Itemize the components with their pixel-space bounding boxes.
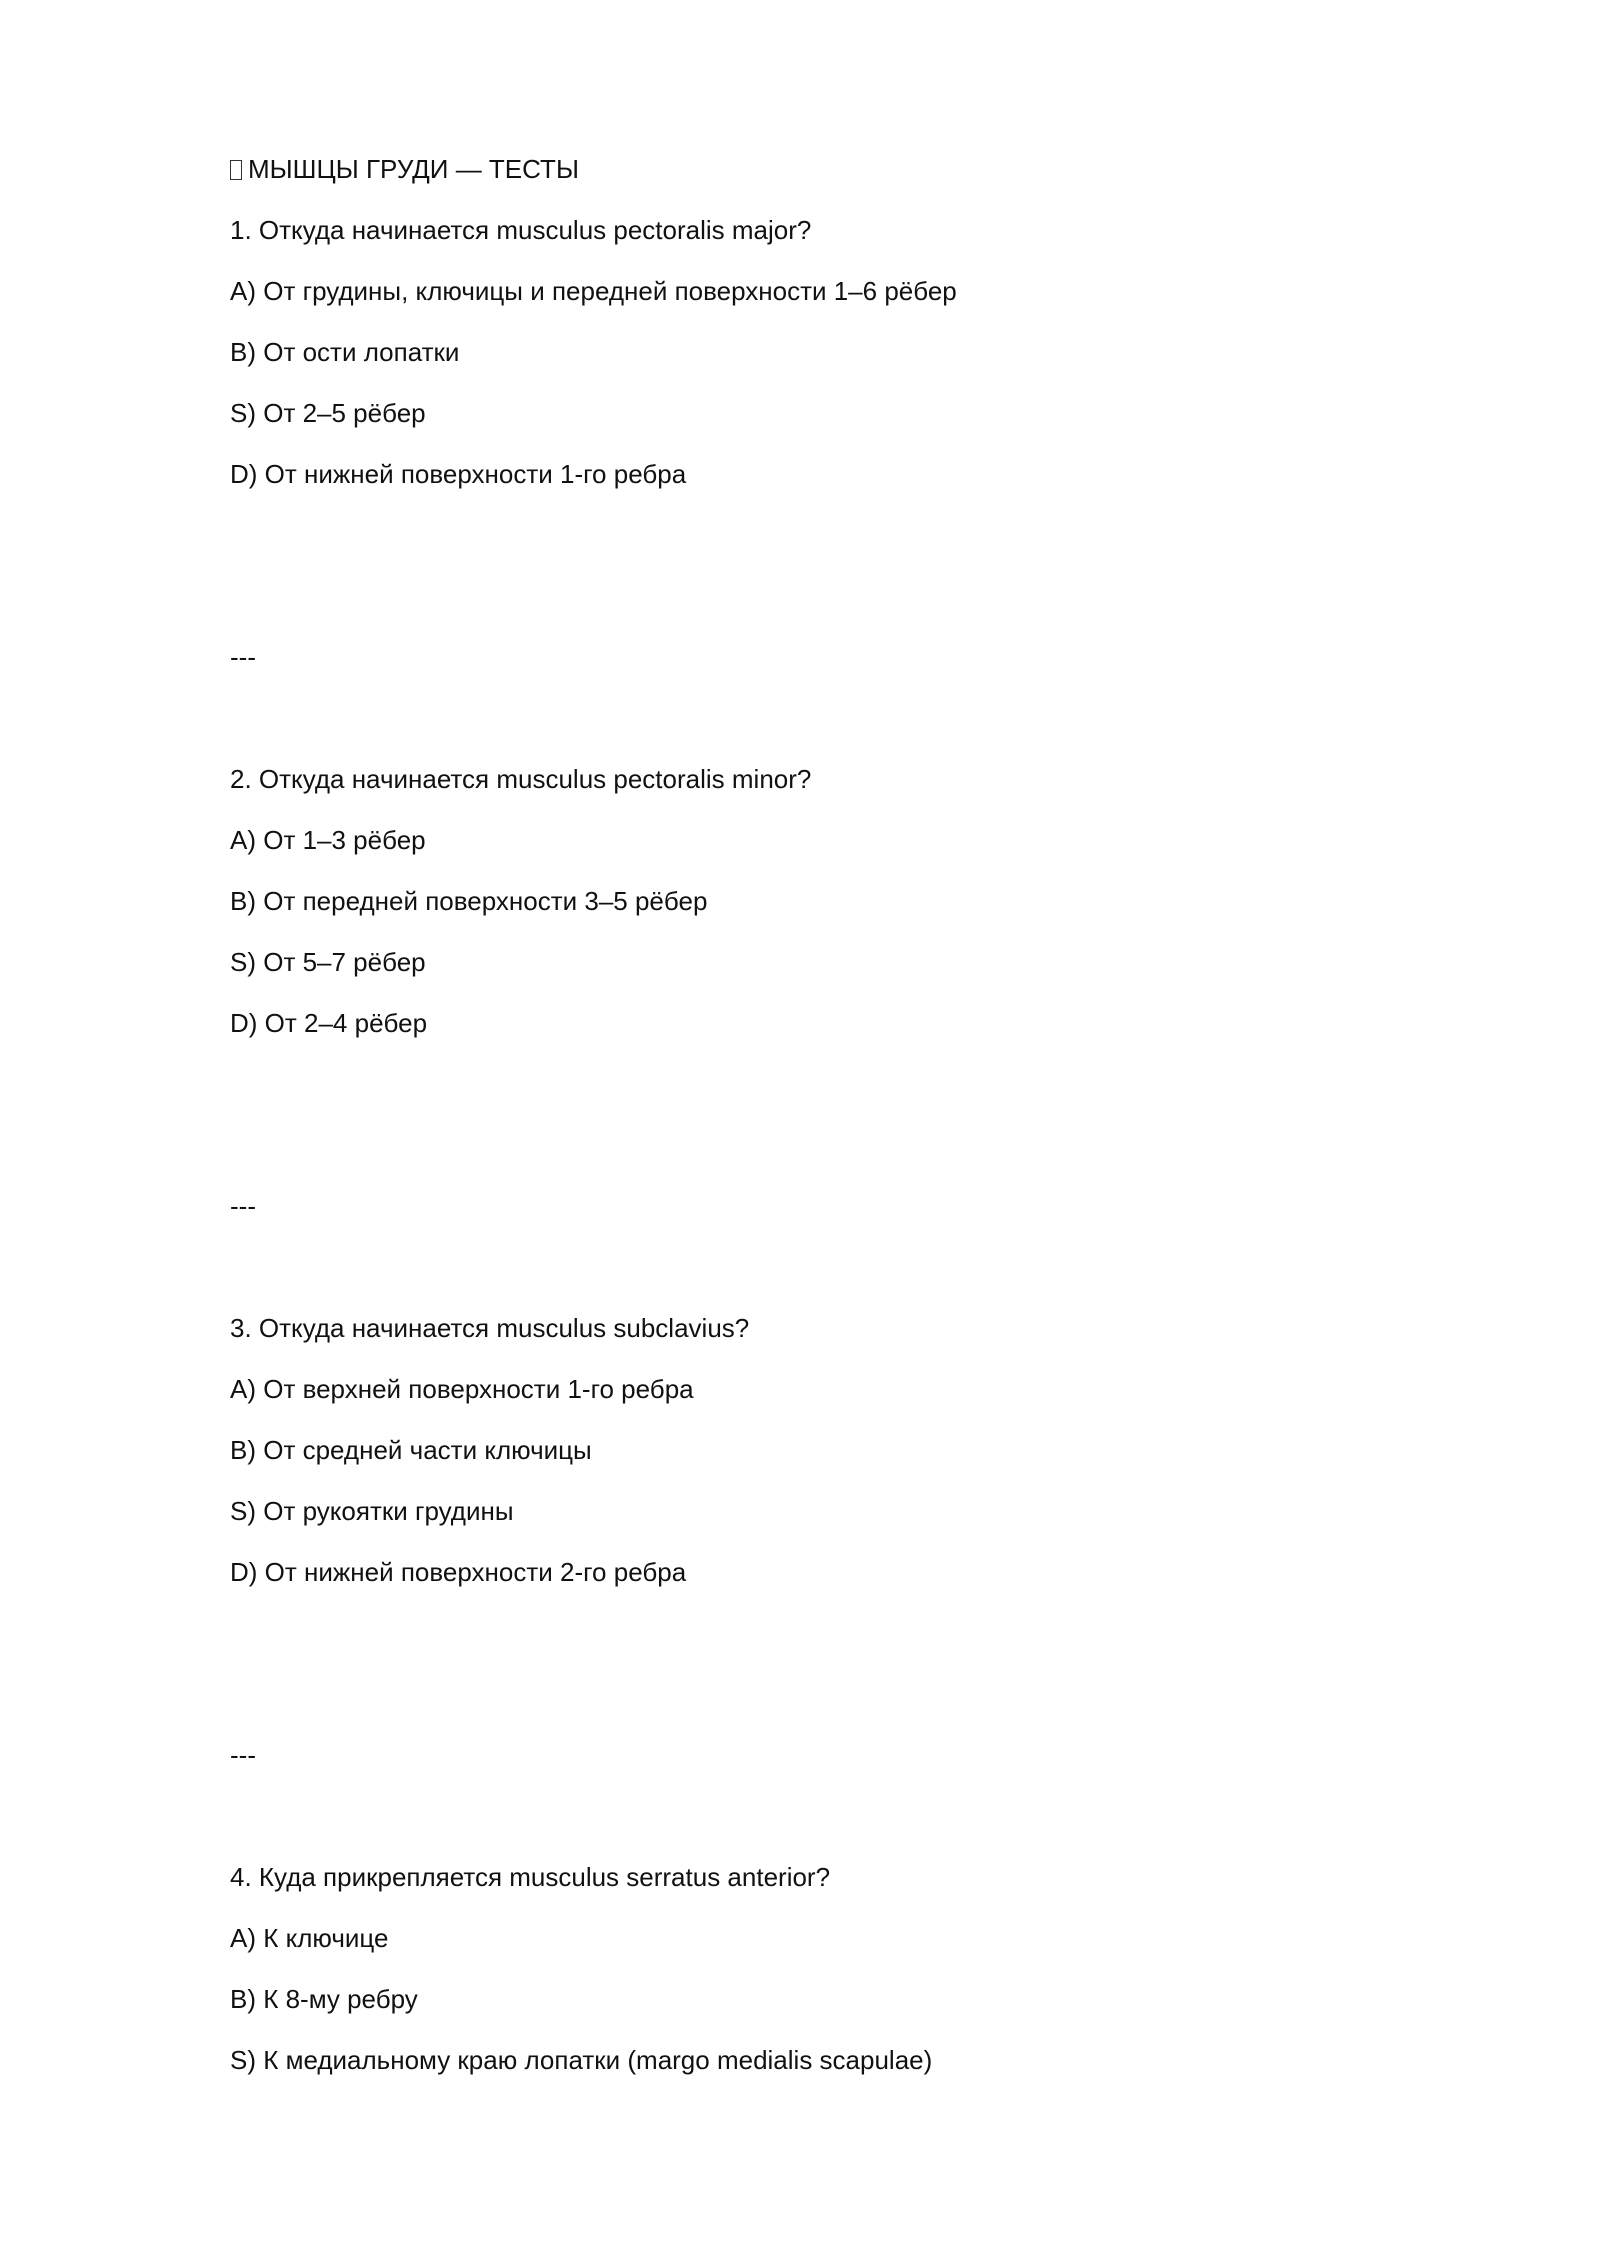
missing-glyph-icon — [230, 160, 242, 180]
q1-option-s: S) От 2–5 рёбер — [230, 398, 426, 428]
title-text: МЫШЦЫ ГРУДИ — ТЕСТЫ — [248, 154, 579, 184]
q1-option-a: A) От грудины, ключицы и передней поверхности 1–6 рёбер — [230, 276, 957, 306]
q3-option-d: D) От нижней поверхности 2-го ребра — [230, 1557, 687, 1587]
q2-option-b: B) От передней поверхности 3–5 рёбер — [230, 886, 708, 916]
question-2: 2. Откуда начинается musculus pectoralis minor? — [230, 764, 812, 794]
q3-option-s: S) От рукоятки грудины — [230, 1496, 514, 1526]
question-4: 4. Куда прикрепляется musculus serratus anterior? — [230, 1862, 831, 1892]
q1-option-d: D) От нижней поверхности 1-го ребра — [230, 459, 687, 489]
q2-option-s: S) От 5–7 рёбер — [230, 947, 426, 977]
separator-3: --- — [230, 1740, 256, 1770]
q4-option-s: S) К медиальному краю лопатки (margo medialis scapulae) — [230, 2045, 933, 2075]
separator-2: --- — [230, 1191, 256, 1221]
separator-1: --- — [230, 642, 256, 672]
q2-option-d: D) От 2–4 рёбер — [230, 1008, 428, 1038]
q4-option-b: B) К 8-му ребру — [230, 1984, 418, 2014]
question-1: 1. Откуда начинается musculus pectoralis major? — [230, 215, 812, 245]
q1-option-b: B) От ости лопатки — [230, 337, 460, 367]
question-3: 3. Откуда начинается musculus subclavius? — [230, 1313, 750, 1343]
q3-option-a: A) От верхней поверхности 1-го ребра — [230, 1374, 694, 1404]
q3-option-b: B) От средней части ключицы — [230, 1435, 592, 1465]
document-title — [230, 153, 579, 185]
q4-option-a: A) К ключице — [230, 1923, 389, 1953]
q2-option-a: A) От 1–3 рёбер — [230, 825, 426, 855]
